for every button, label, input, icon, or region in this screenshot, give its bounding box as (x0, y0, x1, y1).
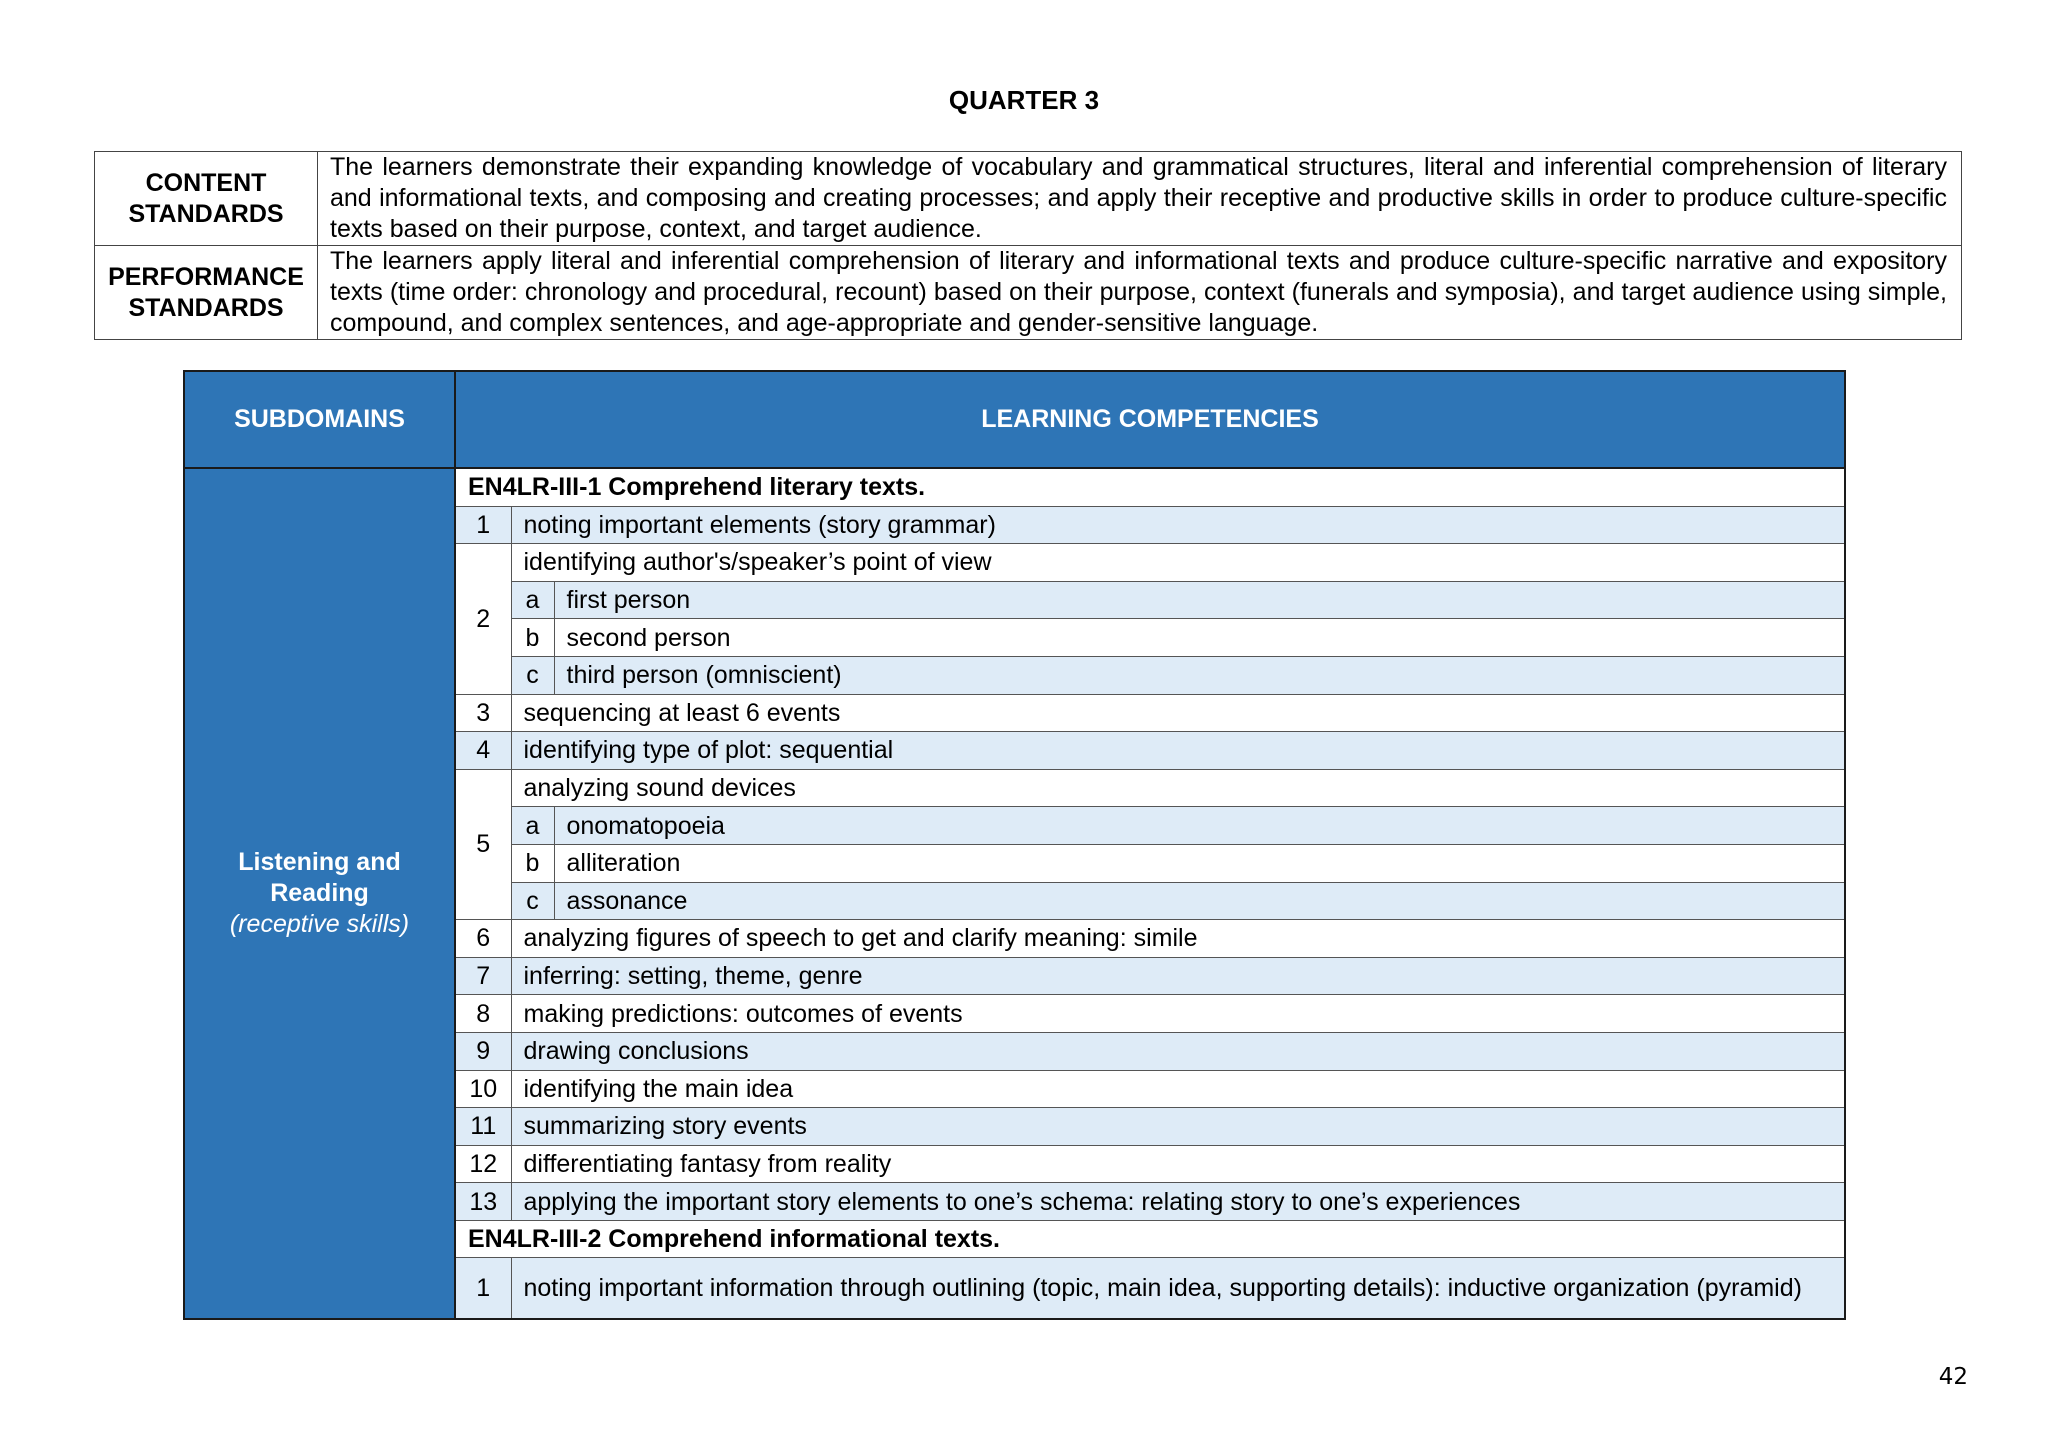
sub-item-letter: b (511, 844, 554, 882)
subdomain-cell (184, 468, 455, 1319)
item-number: 11 (455, 1108, 511, 1146)
item-number: 1 (455, 1258, 511, 1320)
subdomain-note: (receptive skills) (229, 910, 410, 939)
item-number: 3 (455, 694, 511, 732)
item-text: noting important information through outlining (topic, main idea, supporting details): inductive organization (pyramid) (511, 1258, 1845, 1320)
performance-standards-label (95, 246, 318, 340)
item-text: identifying type of plot: sequential (511, 732, 1845, 770)
sub-item-letter: a (511, 581, 554, 619)
sub-item-text: alliteration (554, 844, 1845, 882)
heading-row (184, 468, 1845, 506)
page-number: 42 (1938, 1364, 1968, 1390)
item-text: sequencing at least 6 events (511, 694, 1845, 732)
learning-competencies-header: LEARNING COMPETENCIES (455, 371, 1845, 468)
content-standards-label (95, 152, 318, 246)
item-text: drawing conclusions (511, 1032, 1845, 1070)
item-number: 12 (455, 1145, 511, 1183)
item-text: identifying author's/speaker’s point of view (511, 544, 1845, 582)
item-text: analyzing sound devices (511, 769, 1845, 807)
competencies-table (183, 370, 1846, 1320)
content-label-line2: STANDARDS (128, 199, 284, 228)
content-standards-text: The learners demonstrate their expanding knowledge of vocabulary and grammatical structures, literal and inferential comprehension of literary and informational texts, and composing and creating processes; and apply their receptive and productive skills in order to produce culture-specific texts based on their purpose, context, and target audience. (318, 152, 1962, 246)
performance-label-line1: PERFORMANCE (108, 262, 304, 291)
sub-item-letter: a (511, 807, 554, 845)
item-text: making predictions: outcomes of events (511, 995, 1845, 1033)
item-number: 8 (455, 995, 511, 1033)
competency-heading-2: EN4LR-III-2 Comprehend informational texts. (455, 1220, 1845, 1258)
item-number: 10 (455, 1070, 511, 1108)
item-text: summarizing story events (511, 1108, 1845, 1146)
sub-item-letter: b (511, 619, 554, 657)
content-standards-row (95, 152, 1962, 246)
item-number: 9 (455, 1032, 511, 1070)
sub-item-text: third person (omniscient) (554, 656, 1845, 694)
item-number: 4 (455, 732, 511, 770)
item-number: 7 (455, 957, 511, 995)
content-label-line1: CONTENT (145, 168, 267, 197)
sub-item-letter: c (511, 656, 554, 694)
performance-standards-text: The learners apply literal and inferential comprehension of literary and informational texts and produce culture-specific narrative and expository texts (time order: chronology and procedural, recount) based on their purpose, context (funerals and symposia), and target audience using simple, compound, and complex sentences, and age-appropriate and gender-sensitive language. (318, 246, 1962, 340)
standards-table (94, 151, 1962, 340)
performance-standards-row (95, 246, 1962, 340)
subdomain-name-line1: Listening and (238, 848, 401, 877)
sub-item-text: second person (554, 619, 1845, 657)
sub-item-letter: c (511, 882, 554, 920)
sub-item-text: assonance (554, 882, 1845, 920)
item-number: 1 (455, 506, 511, 544)
item-text: noting important elements (story grammar) (511, 506, 1845, 544)
item-number: 2 (455, 544, 511, 694)
header-row (184, 371, 1845, 468)
item-number: 13 (455, 1183, 511, 1221)
item-number: 6 (455, 920, 511, 958)
performance-label-line2: STANDARDS (128, 293, 284, 322)
item-text: applying the important story elements to one’s schema: relating story to one’s experiences (511, 1183, 1845, 1221)
subdomain-name-line2: Reading (270, 879, 369, 908)
item-number: 5 (455, 769, 511, 919)
sub-item-text: onomatopoeia (554, 807, 1845, 845)
subdomains-header: SUBDOMAINS (184, 371, 455, 468)
competency-heading-1: EN4LR-III-1 Comprehend literary texts. (455, 468, 1845, 506)
item-text: identifying the main idea (511, 1070, 1845, 1108)
item-text: differentiating fantasy from reality (511, 1145, 1845, 1183)
sub-item-text: first person (554, 581, 1845, 619)
item-text: analyzing figures of speech to get and clarify meaning: simile (511, 920, 1845, 958)
item-text: inferring: setting, theme, genre (511, 957, 1845, 995)
quarter-title: QUARTER 3 (948, 85, 1100, 115)
